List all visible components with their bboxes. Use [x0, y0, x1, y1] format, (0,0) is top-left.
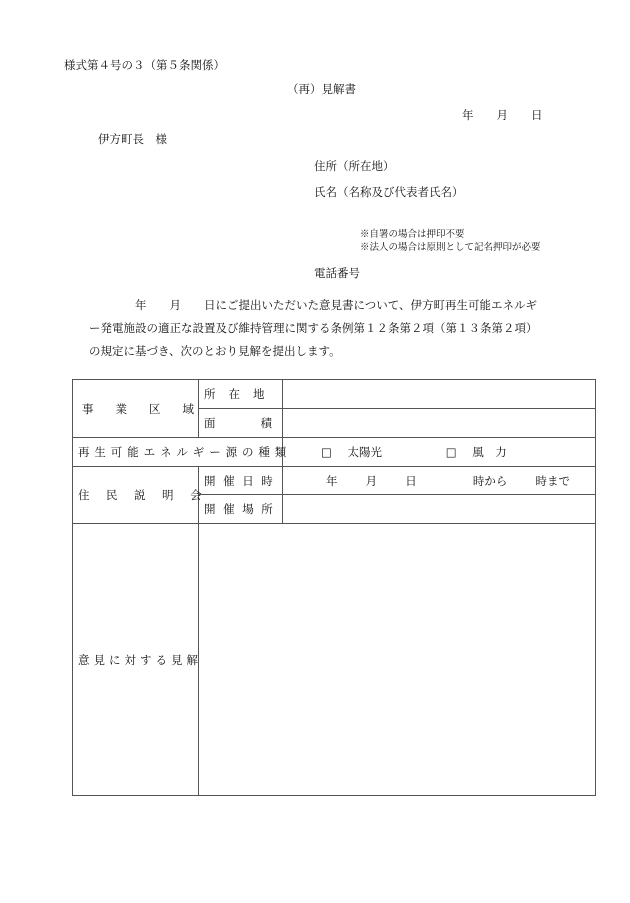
location-field[interactable]: [283, 380, 596, 409]
area-field[interactable]: [283, 409, 596, 438]
wind-option-label: 風 力: [472, 445, 507, 459]
area-label-text: 面積: [204, 416, 317, 430]
venue-field[interactable]: [283, 495, 596, 524]
datetime-month-unit: 月: [365, 473, 378, 488]
briefing-label: [73, 467, 218, 524]
datetime-year-unit: 年: [326, 473, 338, 488]
datetime-units: [288, 473, 590, 489]
energy-type-label: [73, 438, 292, 467]
seal-note-corporate: ※法人の場合は原則として記名押印が必要: [360, 242, 541, 253]
body-line-2: ー発電施設の適正な設置及び維持管理に関する条例第１２条第２項（第１３条第２項）: [89, 321, 538, 335]
venue-label-text: 開催場所: [204, 502, 281, 516]
phone-label: 電話番号: [314, 266, 360, 280]
datetime-field[interactable]: [283, 467, 596, 495]
addressee: 伊方町長 様: [98, 132, 167, 146]
form-number: 様式第４号の３（第５条関係）: [64, 58, 225, 72]
body-line-1: 年 月 日にご提出いただいた意見書について、伊方町再生可能エネルギ: [135, 298, 538, 312]
solar-option-label: 太陽光: [347, 445, 383, 459]
business-area-label: [73, 380, 216, 438]
address-label: 住所（所在地）: [314, 159, 395, 173]
datetime-from-unit: 時から: [472, 473, 508, 488]
datetime-label-text: 開催日時: [204, 473, 281, 488]
datetime-to-unit: 時まで: [535, 473, 570, 488]
energy-type-options: [283, 438, 596, 467]
document-title: （再）見解書: [287, 82, 356, 96]
opinion-label: [73, 524, 202, 796]
wind-checkbox[interactable]: □: [445, 445, 457, 459]
opinion-label-text: 意見に対する見解: [78, 652, 202, 667]
opinion-form-table: [72, 379, 596, 796]
body-paragraph: [89, 294, 569, 363]
business-area-label-text: 事業区域: [82, 401, 216, 416]
energy-type-label-text: 再生可能エネルギー源の種類: [78, 445, 292, 459]
opinion-field[interactable]: [199, 524, 596, 796]
body-line-3: の規定に基づき、次のとおり見解を提出します。: [89, 344, 341, 358]
datetime-day-unit: 日: [405, 473, 417, 488]
date-line: 年 月 日: [462, 108, 543, 122]
location-label-text: 所在地: [204, 387, 278, 401]
solar-checkbox[interactable]: □: [321, 445, 332, 459]
name-label: 氏名（名称及び代表者氏名）: [314, 185, 464, 199]
seal-note-personal: ※自署の場合は押印不要: [360, 229, 465, 240]
business-area-text: [78, 401, 216, 417]
briefing-label-text: 住民説明会: [78, 488, 218, 502]
